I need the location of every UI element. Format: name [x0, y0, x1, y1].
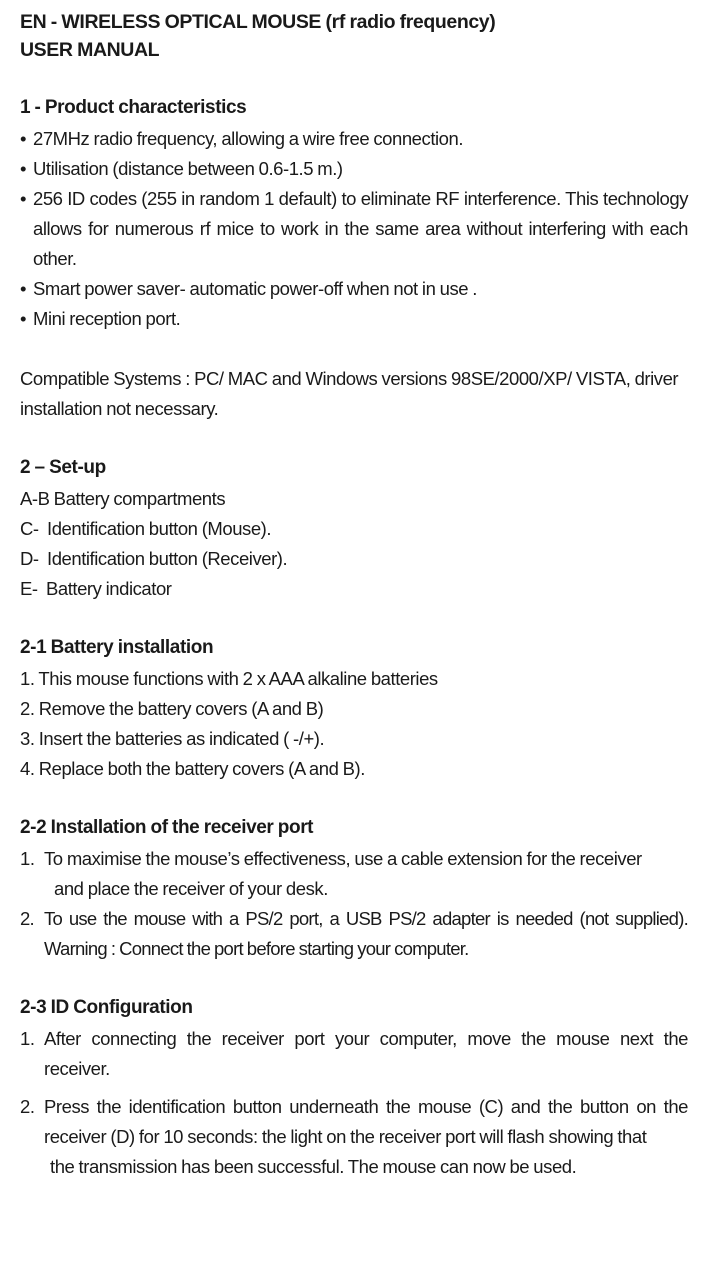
bullet-text: 27MHz radio frequency, allowing a wire free connection.	[33, 128, 464, 149]
section-receiver-port	[20, 814, 688, 964]
list-item: D- Identification button (Receiver).	[20, 548, 288, 569]
item-text: After connecting the receiver port your computer, move the mouse next the receiver.	[44, 1028, 688, 1079]
bullet-text: Utilisation (distance between 0.6-1.5 m.)	[33, 158, 343, 179]
list-item	[20, 844, 688, 874]
compatible-systems-text: Compatible Systems : PC/ MAC and Windows versions 98SE/2000/XP/ VISTA, driver installation not necessary.	[20, 368, 679, 419]
section-id-configuration	[20, 994, 688, 1182]
manual-page	[20, 8, 688, 1182]
section-heading: 2-1 Battery installation	[20, 637, 214, 658]
title-line-1: EN - WIRELESS OPTICAL MOUSE (rf radio frequency)	[20, 11, 496, 33]
list-item	[20, 1024, 688, 1084]
list-item	[20, 904, 688, 964]
bullet-mark: •	[20, 278, 27, 299]
list-item	[20, 1092, 688, 1152]
item-number: 2.	[20, 1096, 35, 1117]
section-heading: 2 – Set-up	[20, 457, 106, 478]
document-title	[20, 8, 688, 64]
bullet-mark: •	[20, 188, 27, 209]
bullet-text: 256 ID codes (255 in random 1 default) to eliminate RF interference. This technology allows for numerous rf mice to work in the same area without interfering with each other.	[33, 188, 688, 269]
item-continuation: the transmission has been successful. The mouse can now be used.	[50, 1156, 577, 1177]
list-item	[20, 184, 688, 274]
item-continuation: and place the receiver of your desk.	[54, 878, 328, 899]
item-text: Press the identification button underneath the mouse (C) and the button on the receiver (D) for 10 seconds: the light on the receiver port will flash showing that	[44, 1096, 688, 1147]
section-product-characteristics	[20, 94, 688, 424]
list-item: 1. This mouse functions with 2 x AAA alkaline batteries	[20, 668, 438, 689]
item-number: 2.	[20, 908, 34, 929]
bullet-text: Smart power saver- automatic power-off when not in use .	[33, 278, 477, 299]
section-heading: 1 - Product characteristics	[20, 97, 247, 118]
section-heading: 2-3 ID Configuration	[20, 997, 193, 1018]
item-number: 1.	[20, 848, 35, 869]
section-battery-installation	[20, 634, 688, 784]
list-item	[20, 154, 688, 184]
list-item: 4. Replace both the battery covers (A and B).	[20, 758, 365, 779]
list-item: A-B Battery compartments	[20, 488, 226, 509]
section-heading: 2-2 Installation of the receiver port	[20, 817, 314, 838]
section-setup	[20, 454, 688, 604]
list-item: 3. Insert the batteries as indicated ( -/+).	[20, 728, 325, 749]
item-text: To use the mouse with a PS/2 port, a USB PS/2 adapter is needed (not supplied). Warning : Connect the port before starting your computer.	[44, 908, 688, 959]
list-item: C- Identification button (Mouse).	[20, 518, 272, 539]
bullet-mark: •	[20, 128, 27, 149]
list-item	[20, 304, 688, 334]
title-line-2: USER MANUAL	[20, 39, 160, 61]
bullet-text: Mini reception port.	[33, 308, 181, 329]
bullet-mark: •	[20, 308, 27, 329]
list-item: E- Battery indicator	[20, 578, 172, 599]
list-item: 2. Remove the battery covers (A and B)	[20, 698, 324, 719]
list-item	[20, 124, 688, 154]
item-text: To maximise the mouse’s effectiveness, use a cable extension for the receiver	[44, 848, 642, 869]
bullet-mark: •	[20, 158, 27, 179]
list-item	[20, 274, 688, 304]
item-number: 1.	[20, 1028, 35, 1049]
